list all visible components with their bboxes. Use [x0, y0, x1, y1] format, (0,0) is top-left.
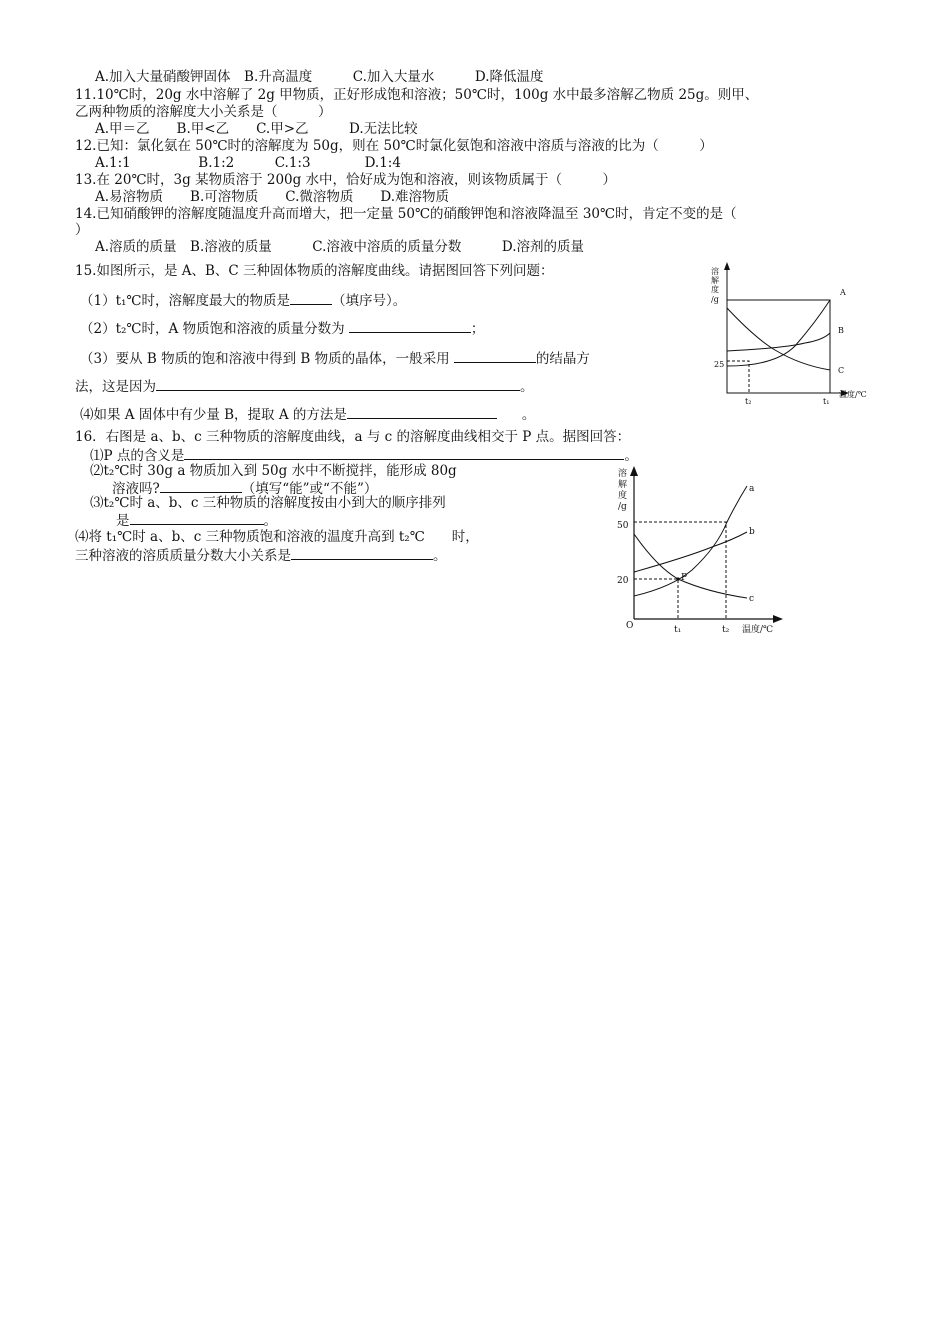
q15-xtick-t2: t₂ — [745, 397, 752, 406]
q15-curve-B — [727, 333, 830, 351]
q16-curve-label-c: c — [749, 594, 755, 604]
q16-graph-axes — [634, 472, 777, 619]
q16-curve-label-b: b — [749, 527, 755, 537]
q15-part4-text: ⑷如果 A 固体中有少量 B，提取 A 的方法是 — [80, 407, 347, 423]
q16-point-P-label: P — [681, 573, 688, 583]
q16-xtick-t1: t₁ — [674, 625, 682, 635]
q15-part4-end: 。 — [521, 407, 536, 423]
q16-part1-text: ⑴P 点的含义是 — [90, 448, 185, 464]
q15-part3-suffix: 的结晶方 — [535, 351, 590, 367]
q11-stem-line2: 乙两种物质的溶解度大小关系是（ ） — [75, 104, 332, 120]
q15-part3-reason-blank[interactable] — [156, 376, 520, 391]
q16-part1-blank[interactable] — [184, 445, 624, 460]
q16-point-P — [676, 577, 679, 580]
q12-stem: 12.已知：氯化氨在 50℃时的溶解度为 50g，则在 50℃时氯化氨饱和溶液中溶质与溶液的比为（ ） — [75, 138, 713, 154]
q15-part3-reason-text: 法，这是因为 — [75, 379, 156, 395]
q16-part4-answer — [75, 545, 447, 565]
q16-ylabel-1: 溶 — [618, 469, 628, 479]
q15-curve-A — [727, 300, 830, 366]
q15-ytick-25: 25 — [714, 360, 725, 369]
q16-curve-label-a: a — [749, 484, 755, 494]
q15-ylabel-3: 度 — [711, 285, 719, 294]
q15-xtick-t1: t₁ — [823, 397, 830, 406]
q15-part3 — [80, 348, 590, 368]
q16-part4-answer-text: 三种溶液的溶质质量分数大小关系是 — [75, 548, 291, 564]
q16-curve-b — [634, 532, 747, 572]
q15-y-arrow-icon — [724, 262, 730, 270]
q15-part2-text: （2）t₂℃时，A 物质饱和溶液的质量分数为 — [80, 321, 345, 337]
q16-part1-end: 。 — [624, 448, 638, 464]
q16-part3-answer — [116, 510, 277, 530]
q15-part2 — [80, 318, 484, 338]
q16-ylabel-4: /g — [618, 502, 627, 512]
q16-guide-t1 — [634, 579, 678, 619]
q16-solubility-graph — [612, 462, 794, 640]
q16-xlabel: 温度/℃ — [742, 625, 774, 635]
q16-part2-hint: （填写“能”或“不能”） — [241, 481, 378, 497]
q15-ylabel-4: /g — [711, 295, 719, 304]
q15-graph-axes — [727, 266, 845, 393]
q15-part3-reason-end: 。 — [520, 379, 534, 395]
q16-guide-t2 — [634, 522, 726, 619]
q15-ylabel-2: 解 — [711, 276, 719, 285]
q13-stem: 13.在 20℃时，3g 某物质溶于 200g 水中，恰好成为饱和溶液，则该物质属于（ ） — [75, 172, 617, 188]
q16-part4: ⑷将 t₁℃时 a、b、c 三种物质饱和溶液的温度升高到 t₂℃ 时， — [75, 529, 479, 545]
q16-part3-end: 。 — [263, 513, 277, 529]
q16-origin-label: O — [626, 621, 634, 631]
q16-x-arrow-icon — [773, 615, 783, 623]
q15-graph-frame — [727, 300, 830, 393]
q16-xtick-t2: t₂ — [722, 625, 730, 635]
q15-ylabel-1: 溶 — [711, 267, 719, 276]
q13-options: A.易溶物质 B.可溶物质 C.微溶物质 D.难溶物质 — [95, 189, 450, 205]
q16-part3: ⑶t₂℃时 a、b、c 三种物质的溶解度按由小到大的顺序排列 — [90, 495, 446, 511]
q16-stem: 16．右图是 a、b、c 三种物质的溶解度曲线，a 与 c 的溶解度曲线相交于 P 点。据图回答： — [75, 429, 631, 445]
q15-stem: 15.如图所示，是 A、B、C 三种固体物质的溶解度曲线。请据图回答下列问题： — [75, 263, 554, 279]
q16-ytick-20: 20 — [617, 576, 629, 586]
q15-part4-blank[interactable] — [347, 404, 497, 419]
q15-part1-blank[interactable] — [290, 290, 332, 305]
q16-part2: ⑵t₂℃时 30g a 物质加入到 50g 水中不断搅拌，能形成 80g — [90, 463, 457, 479]
q16-ylabel-3: 度 — [618, 491, 628, 501]
q15-xlabel: 温度/℃ — [839, 390, 867, 399]
q14-stem-line1: 14.已知硝酸钾的溶解度随温度升高而增大，把一定量 50℃的硝酸钾饱和溶液降温至 30℃时，肯定不变的是（ — [75, 206, 737, 222]
q15-part1-suffix: （填序号）。 — [332, 293, 407, 309]
q11-stem-line1: 11.10℃时，20g 水中溶解了 2g 甲物质，正好形成饱和溶液；50℃时，100g 水中最多溶解乙物质 25g。则甲、 — [75, 87, 759, 103]
q16-part4-blank[interactable] — [291, 545, 433, 560]
q16-ytick-50: 50 — [617, 521, 629, 531]
q15-solubility-graph — [705, 258, 875, 410]
q16-curve-c — [634, 534, 747, 598]
q16-part3-blank[interactable] — [130, 510, 264, 525]
q14-options: A.溶质的质量 B.溶液的质量 C.溶液中溶质的质量分数 D.溶剂的质量 — [95, 239, 585, 255]
q15-part1 — [80, 290, 406, 310]
q15-part4 — [80, 404, 535, 424]
q16-part3-answer-text: 是 — [116, 513, 130, 529]
q15-part1-text: （1）t₁℃时，溶解度最大的物质是 — [80, 293, 291, 309]
q14-stem-line2: ） — [75, 222, 89, 238]
q10-options: A.加入大量硝酸钾固体 B.升高温度 C.加入大量水 D.降低温度 — [95, 69, 544, 85]
q15-curve-label-C: C — [838, 366, 845, 375]
q12-options: A.1:1 B.1:2 C.1:3 D.1:4 — [95, 155, 401, 171]
q16-part2-blank[interactable] — [160, 478, 242, 493]
q15-part2-end: ； — [470, 321, 485, 337]
q15-curve-label-A: A — [840, 288, 846, 297]
q15-part2-blank[interactable] — [349, 318, 471, 333]
q16-part2-question-text: 溶液吗? — [112, 481, 160, 497]
q16-ylabel-2: 解 — [618, 480, 628, 490]
q15-part3-text: （3）要从 B 物质的饱和溶液中得到 B 物质的晶体，一般采用 — [80, 351, 450, 367]
q16-y-arrow-icon — [630, 466, 638, 476]
q16-part4-end: 。 — [433, 548, 447, 564]
q15-part3-reason — [75, 376, 534, 396]
q15-part3-blank[interactable] — [454, 348, 536, 363]
q15-curve-label-B: B — [838, 326, 844, 335]
q11-options: A.甲＝乙 B.甲<乙 C.甲>乙 D.无法比较 — [95, 121, 418, 137]
